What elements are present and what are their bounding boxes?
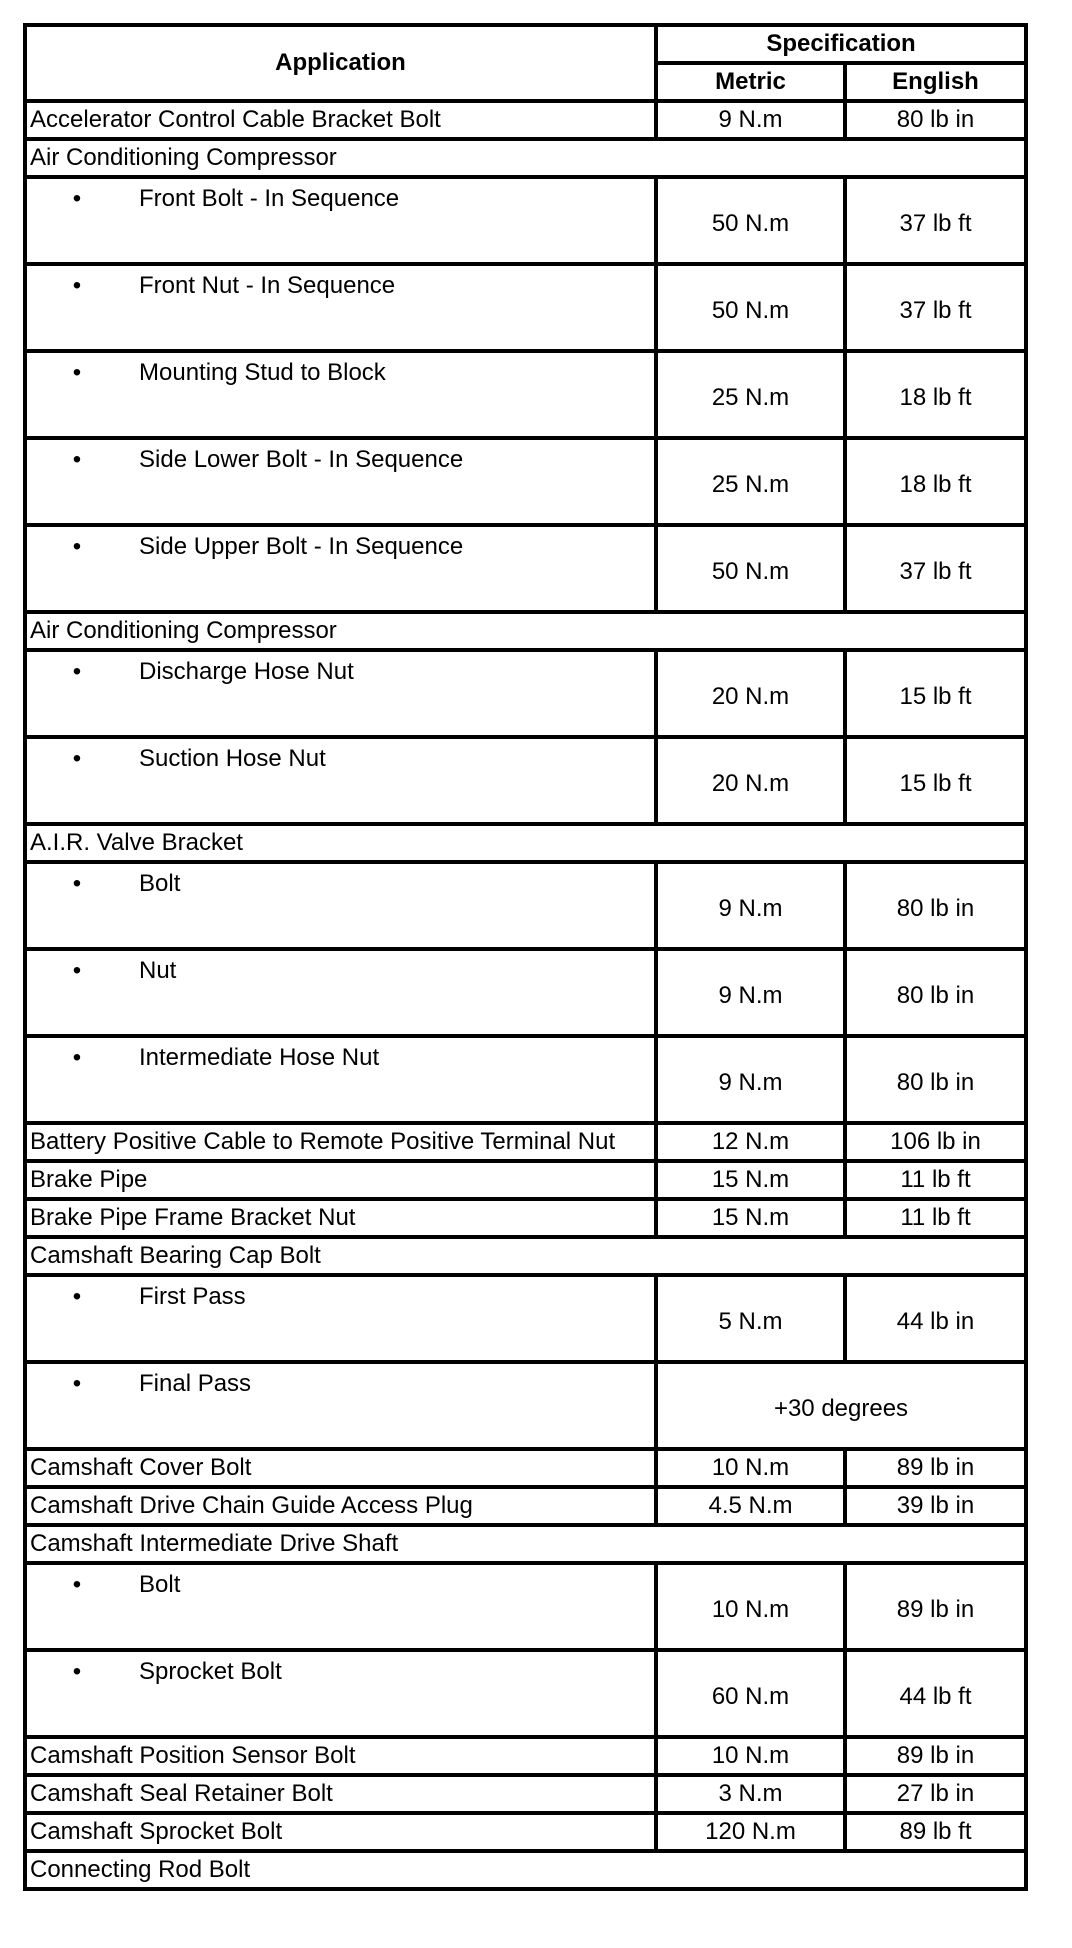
table-row xyxy=(25,139,1026,177)
bullet-icon: • xyxy=(72,957,82,984)
english-cell: 11 lb ft xyxy=(845,1199,1026,1237)
application-cell: Brake Pipe Frame Bracket Nut xyxy=(25,1199,656,1237)
english-cell: 11 lb ft xyxy=(845,1161,1026,1199)
table-row xyxy=(25,1737,1026,1775)
bullet-label: Discharge Hose Nut xyxy=(139,658,354,685)
table-row xyxy=(25,101,1026,139)
english-cell: 44 lb ft xyxy=(845,1650,1026,1737)
english-cell: 89 lb ft xyxy=(845,1813,1026,1851)
header-row-top xyxy=(25,25,1026,63)
english-cell: 18 lb ft xyxy=(845,438,1026,525)
bullet-label: Front Nut - In Sequence xyxy=(139,272,396,299)
application-cell: Camshaft Position Sensor Bolt xyxy=(25,1737,656,1775)
metric-cell: 15 N.m xyxy=(656,1161,845,1199)
table-row xyxy=(25,1851,1026,1889)
application-cell: Camshaft Sprocket Bolt xyxy=(25,1813,656,1851)
metric-cell: 3 N.m xyxy=(656,1775,845,1813)
table-row xyxy=(25,1563,1026,1650)
application-cell xyxy=(25,264,656,351)
metric-cell: 10 N.m xyxy=(656,1563,845,1650)
bullet-icon: • xyxy=(72,870,82,897)
table-row xyxy=(25,1650,1026,1737)
application-cell xyxy=(25,1036,656,1123)
application-cell xyxy=(25,1362,656,1449)
group-heading-cell: Air Conditioning Compressor xyxy=(25,139,1026,177)
application-cell: Camshaft Seal Retainer Bolt xyxy=(25,1775,656,1813)
bullet-item xyxy=(27,1277,654,1309)
metric-cell: 25 N.m xyxy=(656,438,845,525)
bullet-item xyxy=(27,179,654,211)
english-cell: 106 lb in xyxy=(845,1123,1026,1161)
table-row xyxy=(25,1199,1026,1237)
metric-cell: 9 N.m xyxy=(656,949,845,1036)
table-row xyxy=(25,1362,1026,1449)
application-cell xyxy=(25,949,656,1036)
table-row xyxy=(25,1275,1026,1362)
table-row xyxy=(25,1487,1026,1525)
english-cell: 89 lb in xyxy=(845,1737,1026,1775)
table-row xyxy=(25,737,1026,824)
metric-header: Metric xyxy=(656,63,845,101)
bullet-label: Mounting Stud to Block xyxy=(139,359,386,386)
metric-cell: 9 N.m xyxy=(656,101,845,139)
application-header: Application xyxy=(25,25,656,101)
bullet-label: Side Lower Bolt - In Sequence xyxy=(139,446,464,473)
table-row xyxy=(25,1525,1026,1563)
bullet-icon: • xyxy=(72,185,82,212)
application-cell xyxy=(25,351,656,438)
english-cell: 80 lb in xyxy=(845,949,1026,1036)
bullet-item xyxy=(27,739,654,771)
metric-cell: 9 N.m xyxy=(656,1036,845,1123)
table-row xyxy=(25,1775,1026,1813)
spec-span-cell: +30 degrees xyxy=(656,1362,1026,1449)
table-row xyxy=(25,1237,1026,1275)
bullet-label: First Pass xyxy=(139,1283,246,1310)
metric-cell: 60 N.m xyxy=(656,1650,845,1737)
application-cell xyxy=(25,1563,656,1650)
bullet-item xyxy=(27,1038,654,1070)
table-row xyxy=(25,949,1026,1036)
application-cell xyxy=(25,1650,656,1737)
english-cell: 37 lb ft xyxy=(845,525,1026,612)
table-row xyxy=(25,177,1026,264)
bullet-label: Intermediate Hose Nut xyxy=(139,1044,380,1071)
metric-cell: 50 N.m xyxy=(656,177,845,264)
bullet-label: Sprocket Bolt xyxy=(139,1658,282,1685)
application-cell xyxy=(25,862,656,949)
english-cell: 80 lb in xyxy=(845,862,1026,949)
table-row xyxy=(25,1813,1026,1851)
english-cell: 44 lb in xyxy=(845,1275,1026,1362)
bullet-item xyxy=(27,951,654,983)
table-row xyxy=(25,438,1026,525)
table-body xyxy=(25,101,1026,1889)
metric-cell: 12 N.m xyxy=(656,1123,845,1161)
bullet-item xyxy=(27,864,654,896)
english-cell: 89 lb in xyxy=(845,1563,1026,1650)
metric-cell: 20 N.m xyxy=(656,650,845,737)
specification-header: Specification xyxy=(656,25,1026,63)
group-heading-cell: Camshaft Bearing Cap Bolt xyxy=(25,1237,1026,1275)
bullet-label: Front Bolt - In Sequence xyxy=(139,185,400,212)
english-cell: 80 lb in xyxy=(845,1036,1026,1123)
metric-cell: 120 N.m xyxy=(656,1813,845,1851)
table-row xyxy=(25,264,1026,351)
application-cell: Brake Pipe xyxy=(25,1161,656,1199)
metric-cell: 15 N.m xyxy=(656,1199,845,1237)
bullet-icon: • xyxy=(72,1044,82,1071)
application-cell: Camshaft Cover Bolt xyxy=(25,1449,656,1487)
english-cell: 15 lb ft xyxy=(845,650,1026,737)
metric-cell: 20 N.m xyxy=(656,737,845,824)
bullet-icon: • xyxy=(72,272,82,299)
table-row xyxy=(25,1449,1026,1487)
bullet-icon: • xyxy=(72,1283,82,1310)
application-cell: Battery Positive Cable to Remote Positive Terminal Nut xyxy=(25,1123,656,1161)
torque-spec-table xyxy=(23,23,1028,1891)
bullet-label: Final Pass xyxy=(139,1370,252,1397)
bullet-icon: • xyxy=(72,1370,82,1397)
table-row xyxy=(25,612,1026,650)
english-cell: 37 lb ft xyxy=(845,264,1026,351)
application-cell xyxy=(25,650,656,737)
english-cell: 27 lb in xyxy=(845,1775,1026,1813)
metric-cell: 25 N.m xyxy=(656,351,845,438)
bullet-label: Bolt xyxy=(139,870,181,897)
english-cell: 89 lb in xyxy=(845,1449,1026,1487)
table-row xyxy=(25,650,1026,737)
english-cell: 80 lb in xyxy=(845,101,1026,139)
english-cell: 15 lb ft xyxy=(845,737,1026,824)
metric-cell: 50 N.m xyxy=(656,525,845,612)
bullet-icon: • xyxy=(72,658,82,685)
metric-cell: 9 N.m xyxy=(656,862,845,949)
english-cell: 39 lb in xyxy=(845,1487,1026,1525)
group-heading-cell: Camshaft Intermediate Drive Shaft xyxy=(25,1525,1026,1563)
bullet-icon: • xyxy=(72,446,82,473)
application-cell xyxy=(25,1275,656,1362)
bullet-label: Nut xyxy=(139,957,177,984)
application-cell xyxy=(25,737,656,824)
bullet-icon: • xyxy=(72,533,82,560)
bullet-item xyxy=(27,527,654,559)
application-cell: Accelerator Control Cable Bracket Bolt xyxy=(25,101,656,139)
bullet-item xyxy=(27,652,654,684)
english-header: English xyxy=(845,63,1026,101)
bullet-item xyxy=(27,440,654,472)
group-heading-cell: Connecting Rod Bolt xyxy=(25,1851,1026,1889)
bullet-icon: • xyxy=(72,359,82,386)
metric-cell: 5 N.m xyxy=(656,1275,845,1362)
bullet-icon: • xyxy=(72,1658,82,1685)
table-row xyxy=(25,351,1026,438)
bullet-item xyxy=(27,1364,654,1396)
table-row xyxy=(25,1161,1026,1199)
bullet-label: Suction Hose Nut xyxy=(139,745,326,772)
bullet-item xyxy=(27,353,654,385)
table-row xyxy=(25,525,1026,612)
english-cell: 37 lb ft xyxy=(845,177,1026,264)
group-heading-cell: A.I.R. Valve Bracket xyxy=(25,824,1026,862)
metric-cell: 4.5 N.m xyxy=(656,1487,845,1525)
bullet-item xyxy=(27,266,654,298)
table-row xyxy=(25,1123,1026,1161)
table-row xyxy=(25,824,1026,862)
bullet-icon: • xyxy=(72,745,82,772)
bullet-label: Side Upper Bolt - In Sequence xyxy=(139,533,464,560)
metric-cell: 10 N.m xyxy=(656,1449,845,1487)
application-cell: Camshaft Drive Chain Guide Access Plug xyxy=(25,1487,656,1525)
bullet-icon: • xyxy=(72,1571,82,1598)
application-cell xyxy=(25,177,656,264)
table-row xyxy=(25,862,1026,949)
group-heading-cell: Air Conditioning Compressor xyxy=(25,612,1026,650)
bullet-item xyxy=(27,1652,654,1684)
metric-cell: 50 N.m xyxy=(656,264,845,351)
application-cell xyxy=(25,525,656,612)
bullet-item xyxy=(27,1565,654,1597)
english-cell: 18 lb ft xyxy=(845,351,1026,438)
bullet-label: Bolt xyxy=(139,1571,181,1598)
table-row xyxy=(25,1036,1026,1123)
metric-cell: 10 N.m xyxy=(656,1737,845,1775)
application-cell xyxy=(25,438,656,525)
